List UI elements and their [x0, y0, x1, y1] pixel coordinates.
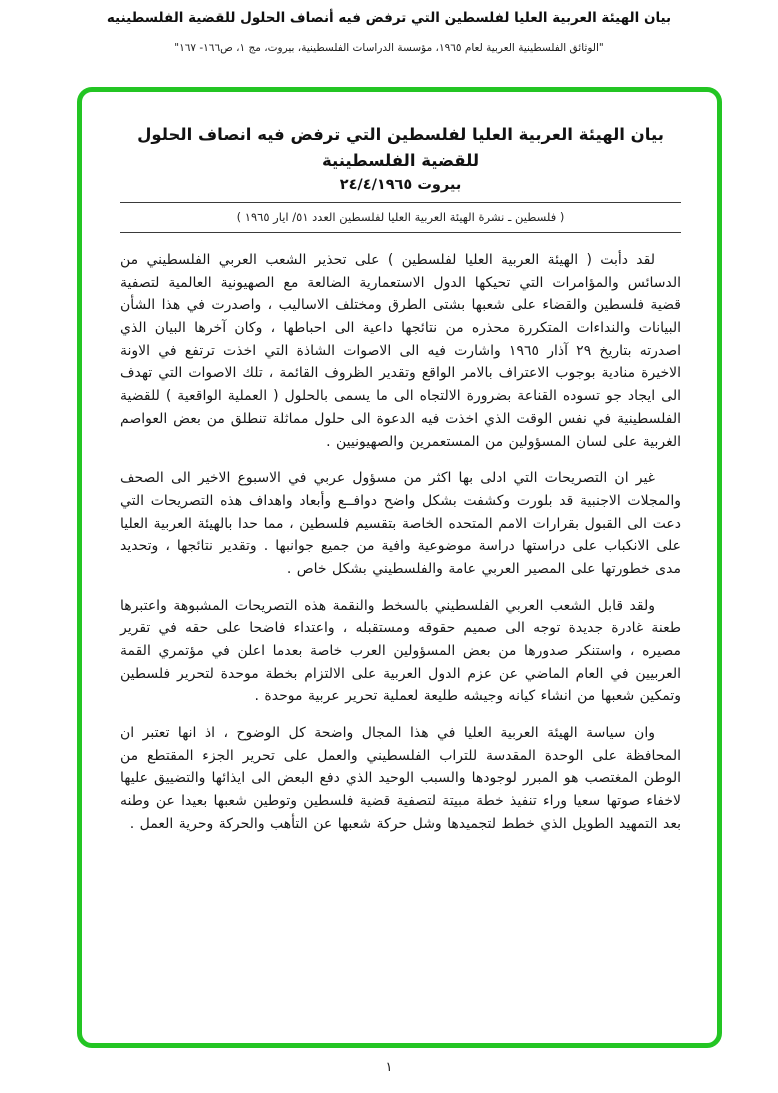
divider-top — [120, 202, 681, 203]
paragraph-4: وان سياسة الهيئة العربية العليا في هذا المجال واضحة كل الوضوح ، اذ انها تعتبر ان المحافظة على الوحدة المقدسة للتراب الفلسطيني والعمل على تحرير الجزء المقتطع من الوطن المغتصب هو المبرر لوجودها والسبب الوحيد الذي دفع البعض الى ايذائها والتضييق عليها لاخفاء صوتها سعيا وراء تنفيذ خطة مبيتة لتصفية قضية فلسطين وتوطين شعبها بعيدا عن وطنه بعد التمهيد الطويل الذي خطط لتجميدها وشل حركة شعبها عن التأهب والحركة وحرية العمل . — [120, 724, 681, 832]
paragraph-3: ولقد قابل الشعب العربي الفلسطيني بالسخط والنقمة هذه التصريحات المشبوهة واعتبرها طعنة غادرة جديدة توجه الى صميم حقوقه ومستقبله ، واعتداء فاضحا على حقه في تقرير مصيره ، واستنكر صدورها من بعض المسؤولين العرب خاصة بعدما اعلن في مؤتمري القمة العربيين في العام الماضي عن عزم الدول العربية على الالتزام بخطة موحدة لتحرير فلسطين وتمكين شعبها من انشاء كيانه وجيشه طليعة لعملية تحرير عربية موحدة . — [120, 597, 681, 705]
paragraph-2: غير ان التصريحات التي ادلى بها اكثر من مسؤول عربي في الاسبوع الاخير الى الصحف والمجلات الاجنبية قد بلورت وكشفت بشكل واضح دوافــع وأبعاد واهداف هذه التصريحات التي دعت الى القبول بقرارات الامم المتحده الخاصة بتقسيم فلسطين ، مما حدا بالهيئة العربية العليا على الانكباب على دراستها دراسة موضوعية وافية من جميع جوانبها . وتقدير نتائجها ، وتحديد مدى خطورتها على المصير العربي عامة والفلسطيني بشكل خاص . — [120, 470, 681, 577]
document-title: بيان الهيئة العربية العليا لفلسطين التي ترفض فيه انصاف الحلول للقضية الفلسطينية — [137, 125, 664, 170]
paragraph-1: لقد دأبت ( الهيئة العربية العليا لفلسطين ) على تحذير الشعب العربي الفلسطيني من الدسائس والمؤامرات التي تحيكها الدول الاستعمارية الضالعة مع الصهيونية العالمية لتصفية قضية فلسطين والقضاء على شعبها بشتى الطرق ومختلف الاساليب ، واصدرت في هذا الشأن البيانات والنداءات المتكررة محذره من نتائجها داعية الى احباطها ، وكان آخرها البيان الذي اصدرته بتاريخ ٢٩ آذار ١٩٦٥ واشارت فيه الى الاصوات الشاذة التي اخذت ترتفع في الاونة الاخيرة منادية بوجوب الاعتراف بالامر الواقع وتقدير الظروف القائمة ، تلك الاصوات التي تهدف الى ايجاد جو تسوده القناعة بضرورة الالتجاه الى ما يسمى بالحلول ( العملية الواقعية ) للقضية الفلسطينية في نفس الوقت الذي اخذت فيه الدعوة الى حلول مماثلة تنطلق من بعض العواصم الغربية على لسان المسؤولين من المستعمرين والصهيونيين . — [120, 252, 681, 450]
divider-bottom — [120, 232, 681, 233]
document-source-line: ( فلسطين ـ نشرة الهيئة العربية العليا لفلسطين العدد ٥١/ ايار ١٩٦٥ ) — [236, 210, 565, 225]
header-title: بيان الهيئة العربية العليا لفلسطين التي ترفض فيه أنصاف الحلول للقضية الفلسطينيه — [106, 10, 672, 26]
scanned-document — [82, 92, 717, 835]
page-frame — [77, 87, 722, 1048]
page-number: ١ — [385, 1060, 393, 1075]
document-date-line: بيروت ٢٤/٤/١٩٦٥ — [339, 177, 462, 194]
citation-header — [0, 10, 778, 54]
header-source-citation: "الوثائق الفلسطينية العربية لعام ١٩٦٥، مؤسسة الدراسات الفلسطينية، بيروت، مج ١، ص١٦٦- ١٦٧" — [174, 42, 604, 54]
